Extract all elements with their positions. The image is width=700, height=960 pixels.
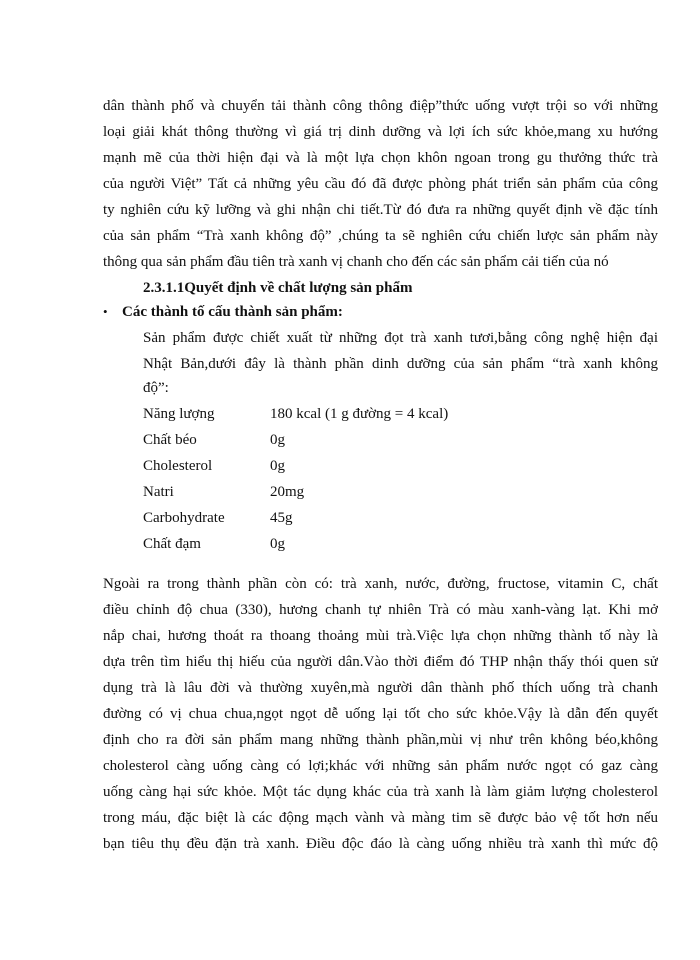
- paragraph-line: nắp chai, hương thoát ra thoang thoảng mùi trà.Việc lựa chọn những thành tố này là: [103, 628, 658, 644]
- paragraph-line: trong máu, đặc biệt là các động mạch vành và màng tim sẽ được bảo vệ tốt hơn nếu: [103, 810, 658, 826]
- paragraph-line: uống càng hại sức khỏe. Một tác dụng khác của trà xanh là làm giảm lượng cholesterol: [103, 784, 658, 800]
- paragraph-line: định cho ra đời sản phẩm mang những thành phần,mùi vị như trên không béo,không: [103, 732, 658, 748]
- paragraph-line: bạn tiêu thụ đều đặn trà xanh. Điều độc đáo là càng uống nhiều trà xanh thì mức độ: [103, 836, 658, 852]
- paragraph-line: Nhật Bản,dưới đây là thành phần dinh dưỡng của sản phẩm “trà xanh không: [143, 356, 658, 372]
- nutrition-value: 20mg: [270, 484, 305, 500]
- paragraph-line: dụng trà là lâu đời và thường xuyên,mà người dân thành phố thích uống trà chanh: [103, 680, 658, 696]
- nutrition-value: 0g: [270, 458, 285, 474]
- section-heading: 2.3.1.1Quyết định về chất lượng sản phẩm: [143, 280, 413, 296]
- paragraph-line: loại giải khát thông thường vì giá trị dinh dưỡng và lợi ích sức khỏe,mang xu hướng: [103, 124, 658, 140]
- nutrition-label: Chất béo: [143, 432, 197, 448]
- paragraph-line: độ”:: [143, 380, 169, 396]
- nutrition-value: 45g: [270, 510, 293, 526]
- nutrition-label: Cholesterol: [143, 458, 213, 474]
- nutrition-value: 0g: [270, 432, 285, 448]
- paragraph-line: của sản phẩm “Trà xanh không độ” ,chúng ta sẽ nghiên cứu chiến lược sản phẩm này: [103, 228, 658, 244]
- paragraph-line: điều chỉnh độ chua (330), hương chanh tự nhiên Trà có màu xanh-vàng lạt. Khi mở: [103, 602, 658, 618]
- bullet-icon: •: [103, 304, 108, 319]
- nutrition-value: 180 kcal (1 g đường = 4 kcal): [270, 406, 449, 422]
- paragraph-line: dân thành phố và chuyển tải thành công thông điệp”thức uống vượt trội so với những: [103, 98, 658, 114]
- nutrition-label: Năng lượng: [143, 406, 215, 422]
- paragraph-line: thông qua sản phẩm đầu tiên trà xanh vị chanh cho đến các sản phẩm cải tiến của nó: [103, 254, 609, 270]
- paragraph-line: Sản phẩm được chiết xuất từ những đọt trà xanh tươi,bằng công nghệ hiện đại: [143, 330, 658, 346]
- bullet-heading: Các thành tố cấu thành sản phẩm:: [122, 304, 343, 320]
- paragraph-line: Ngoài ra trong thành phần còn có: trà xanh, nước, đường, fructose, vitamin C, chất: [103, 576, 658, 592]
- paragraph-line: ty nghiên cứu kỹ lưỡng và ghi nhận chi tiết.Từ đó đưa ra những quyết định về đặc tính: [103, 202, 658, 218]
- nutrition-label: Chất đạm: [143, 536, 201, 552]
- paragraph-line: cholesterol càng uống càng có lợi;khác với những sản phẩm nước ngọt có gaz càng: [103, 758, 658, 774]
- nutrition-label: Carbohydrate: [143, 510, 225, 526]
- paragraph-line: mạnh mẽ của thời hiện đại và là một lựa chọn khôn ngoan trong gu thưởng thức trà: [103, 150, 658, 166]
- nutrition-label: Natri: [143, 484, 174, 500]
- paragraph-line: của người Việt” Tất cả những yêu cầu đó đã được phòng phát triển sản phẩm của công: [103, 176, 658, 192]
- nutrition-value: 0g: [270, 536, 285, 552]
- paragraph-line: đường có vị chua chua,ngọt ngọt dễ uống lại tốt cho sức khỏe.Vậy là dẫn đến quyết: [103, 706, 658, 722]
- paragraph-line: dựa trên tìm hiểu thị hiếu của người dân.Vào thời điểm đó THP nhận thấy thói quen sử: [103, 654, 658, 670]
